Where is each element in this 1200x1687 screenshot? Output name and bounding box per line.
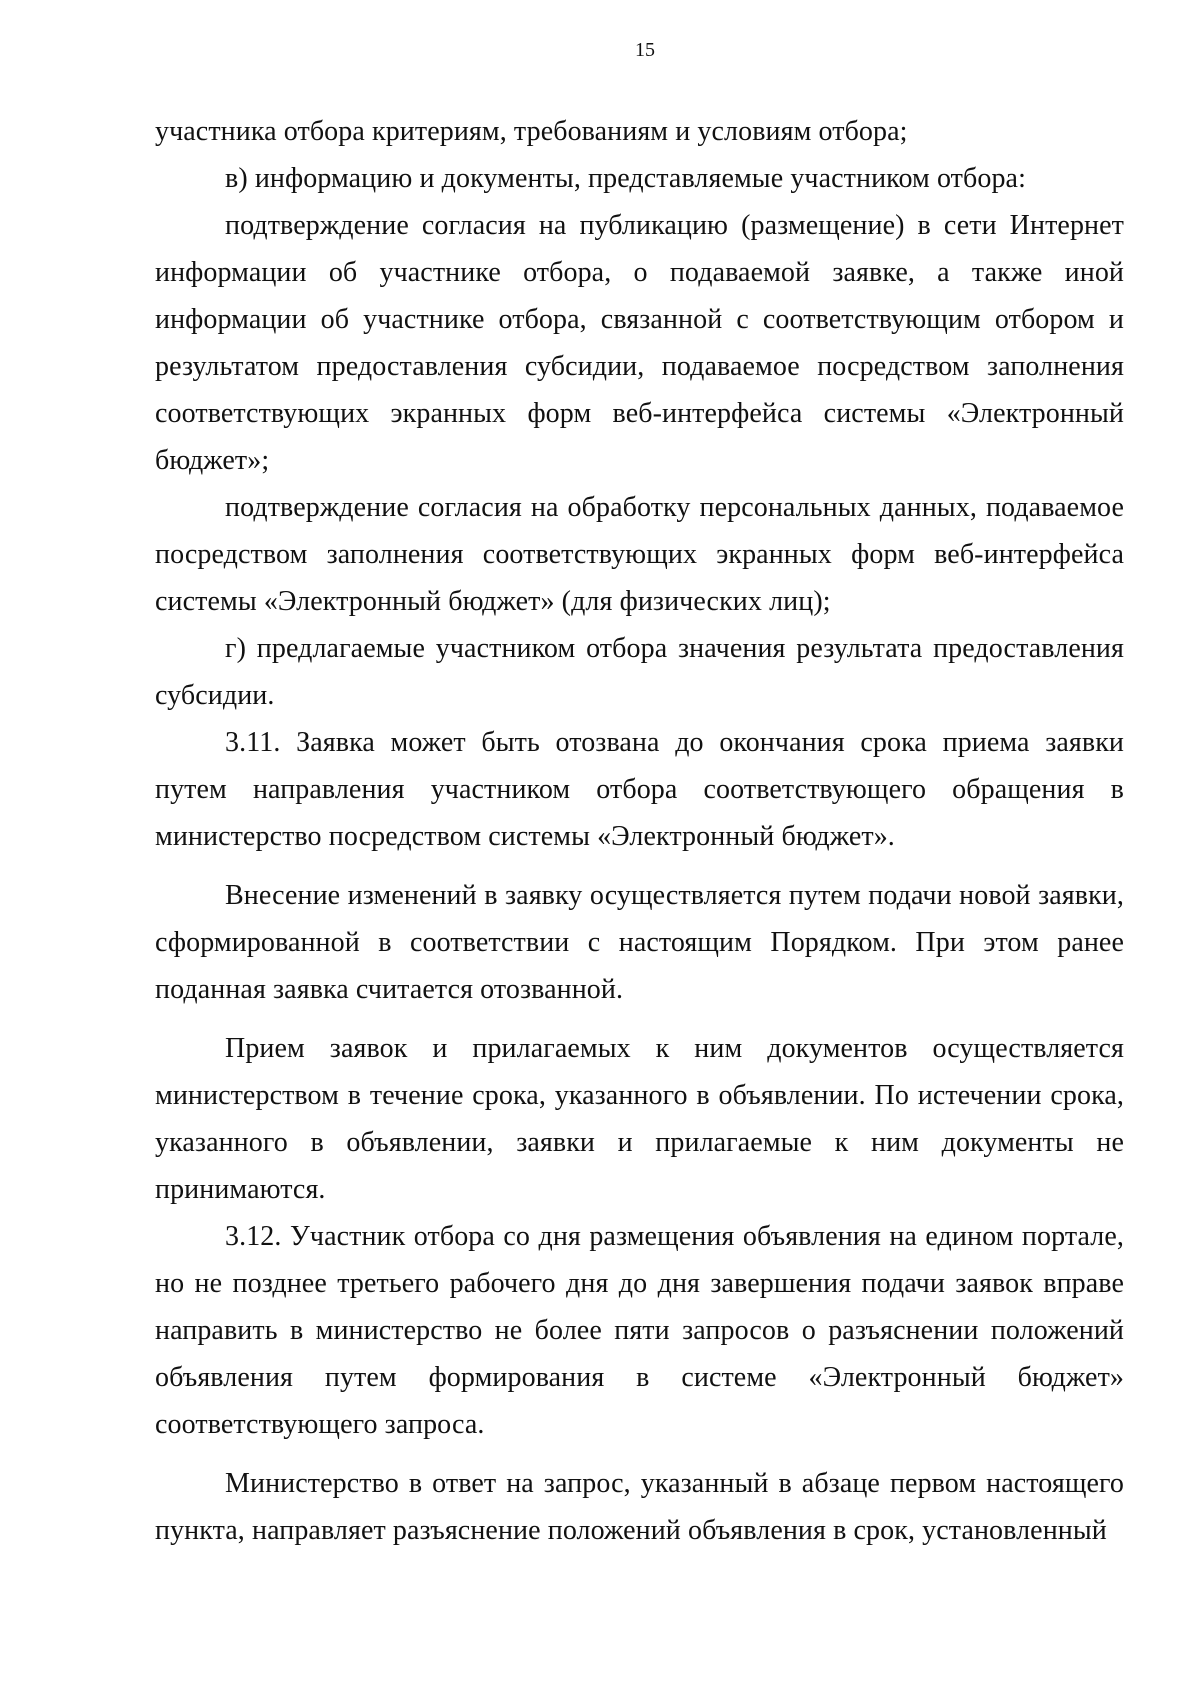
paragraph-ministry-response: Министерство в ответ на запрос, указанный в абзаце первом настоящего пункта, направляет разъяснение положений объявления в срок, установленный bbox=[155, 1468, 1124, 1546]
paragraph-3-12: 3.12. Участник отбора со дня размещения объявления на едином портале, но не позднее третьего рабочего дня до дня завершения подачи заявок вправе направить в министерство не более пяти запросов о разъяснении положений объявления путем формирования в системе «Электронный бюджет» соответствующего запроса. bbox=[155, 1221, 1124, 1440]
paragraph-publication-consent: подтверждение согласия на публикацию (размещение) в сети Интернет информации об участнике отбора, о подаваемой заявке, а также иной информации об участнике отбора, связанной с соответствующим отбором и результатом предоставления субсидии, подаваемое посредством заполнения соответствующих экранных форм веб-интерфейса системы «Электронный бюджет»; bbox=[155, 210, 1124, 476]
paragraph-3-11: 3.11. Заявка может быть отозвана до окончания срока приема заявки путем направления участником отбора соответствующего обращения в министерство посредством системы «Электронный бюджет». bbox=[155, 727, 1124, 852]
paragraph-continuation: участника отбора критериям, требованиям и условиям отбора; bbox=[155, 116, 908, 147]
paragraph-item-v: в) информацию и документы, представляемые участником отбора: bbox=[225, 163, 1026, 194]
paragraph-personal-data-consent: подтверждение согласия на обработку персональных данных, подаваемое посредством заполнения соответствующих экранных форм веб-интерфейса системы «Электронный бюджет» (для физических лиц); bbox=[155, 492, 1124, 617]
paragraph-item-g: г) предлагаемые участником отбора значения результата предоставления субсидии. bbox=[155, 633, 1124, 711]
paragraph-gap bbox=[155, 860, 1124, 872]
paragraph-application-acceptance: Прием заявок и прилагаемых к ним документов осуществляется министерством в течение срока, указанного в объявлении. По истечении срока, указанного в объявлении, заявки и прилагаемые к ним документы не принимаются. bbox=[155, 1033, 1124, 1205]
paragraph-application-changes: Внесение изменений в заявку осуществляется путем подачи новой заявки, сформированной в соответствии с настоящим Порядком. При этом ранее поданная заявка считается отозванной. bbox=[155, 880, 1124, 1005]
paragraph-gap bbox=[155, 1448, 1124, 1460]
page-number: 15 bbox=[635, 39, 655, 61]
paragraph-gap bbox=[155, 1013, 1124, 1025]
document-body bbox=[155, 108, 1124, 1554]
